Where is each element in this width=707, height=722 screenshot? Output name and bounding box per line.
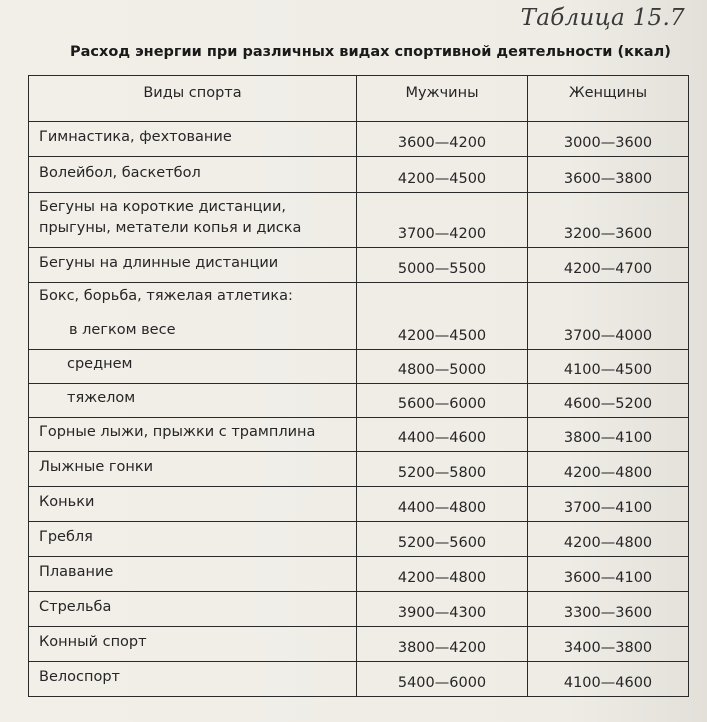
women-cell: 3300—3600 [528, 592, 689, 627]
women-cell: 3700—4000 [528, 316, 689, 350]
sport-cell: Плавание [29, 557, 357, 592]
women-cell [528, 283, 689, 316]
men-cell: 5400—6000 [357, 662, 528, 697]
table-number: Таблица 15.7 [520, 5, 685, 31]
sport-cell: Лыжные гонки [29, 452, 357, 487]
women-cell: 4200—4700 [528, 248, 689, 283]
men-cell: 5600—6000 [357, 384, 528, 418]
table-row [29, 316, 689, 350]
men-cell: 5200—5600 [357, 522, 528, 557]
women-cell: 4100—4600 [528, 662, 689, 697]
women-cell: 3600—4100 [528, 557, 689, 592]
men-cell: 3700—4200 [357, 193, 528, 248]
sport-cell: Горные лыжи, прыжки с трамплина [29, 418, 357, 452]
men-cell: 3600—4200 [357, 122, 528, 157]
women-cell: 4200—4800 [528, 452, 689, 487]
sport-cell: Гребля [29, 522, 357, 557]
table-row [29, 557, 689, 592]
women-cell: 3600—3800 [528, 157, 689, 193]
table-row [29, 248, 689, 283]
women-cell: 3000—3600 [528, 122, 689, 157]
table-row [29, 157, 689, 193]
men-cell: 4200—4800 [357, 557, 528, 592]
table-row [29, 350, 689, 384]
men-cell: 3900—4300 [357, 592, 528, 627]
table-row [29, 522, 689, 557]
table-row [29, 283, 689, 316]
women-cell: 3800—4100 [528, 418, 689, 452]
table-row [29, 193, 689, 248]
combat-heading: Бокс, борьба, тяжелая атлетика: [29, 283, 357, 316]
table-row [29, 487, 689, 522]
men-cell: 3800—4200 [357, 627, 528, 662]
sport-cell: тяжелом [29, 384, 357, 418]
sport-cell: Волейбол, баскетбол [29, 157, 357, 193]
energy-table [28, 75, 689, 697]
table-row [29, 592, 689, 627]
women-cell: 4600—5200 [528, 384, 689, 418]
men-cell: 5200—5800 [357, 452, 528, 487]
sport-cell: Конный спорт [29, 627, 357, 662]
header-men: Мужчины [357, 76, 528, 122]
table-row [29, 122, 689, 157]
men-cell: 5000—5500 [357, 248, 528, 283]
sport-cell: Велоспорт [29, 662, 357, 697]
sport-cell: в легком весе [29, 316, 357, 350]
table-row [29, 627, 689, 662]
women-cell: 3700—4100 [528, 487, 689, 522]
table-row [29, 662, 689, 697]
men-cell [357, 283, 528, 316]
women-cell: 3200—3600 [528, 193, 689, 248]
men-cell: 4400—4600 [357, 418, 528, 452]
table-title: Расход энергии при различных видах спортивной деятельности (ккал) [70, 44, 671, 60]
women-cell: 4100—4500 [528, 350, 689, 384]
men-cell: 4200—4500 [357, 316, 528, 350]
header-sport: Виды спорта [29, 76, 357, 122]
women-cell: 3400—3800 [528, 627, 689, 662]
men-cell: 4400—4800 [357, 487, 528, 522]
men-cell: 4800—5000 [357, 350, 528, 384]
sport-cell: Коньки [29, 487, 357, 522]
header-women: Женщины [528, 76, 689, 122]
sport-cell: Гимнастика, фехтование [29, 122, 357, 157]
header-row [29, 76, 689, 122]
table-row [29, 452, 689, 487]
women-cell: 4200—4800 [528, 522, 689, 557]
sport-cell: Бегуны на длинные дистанции [29, 248, 357, 283]
men-cell: 4200—4500 [357, 157, 528, 193]
sport-cell: Бегуны на короткие дистанции, прыгуны, метатели копья и диска [29, 193, 357, 248]
sport-cell: Стрельба [29, 592, 357, 627]
table-row [29, 384, 689, 418]
sport-cell: среднем [29, 350, 357, 384]
table-row [29, 418, 689, 452]
